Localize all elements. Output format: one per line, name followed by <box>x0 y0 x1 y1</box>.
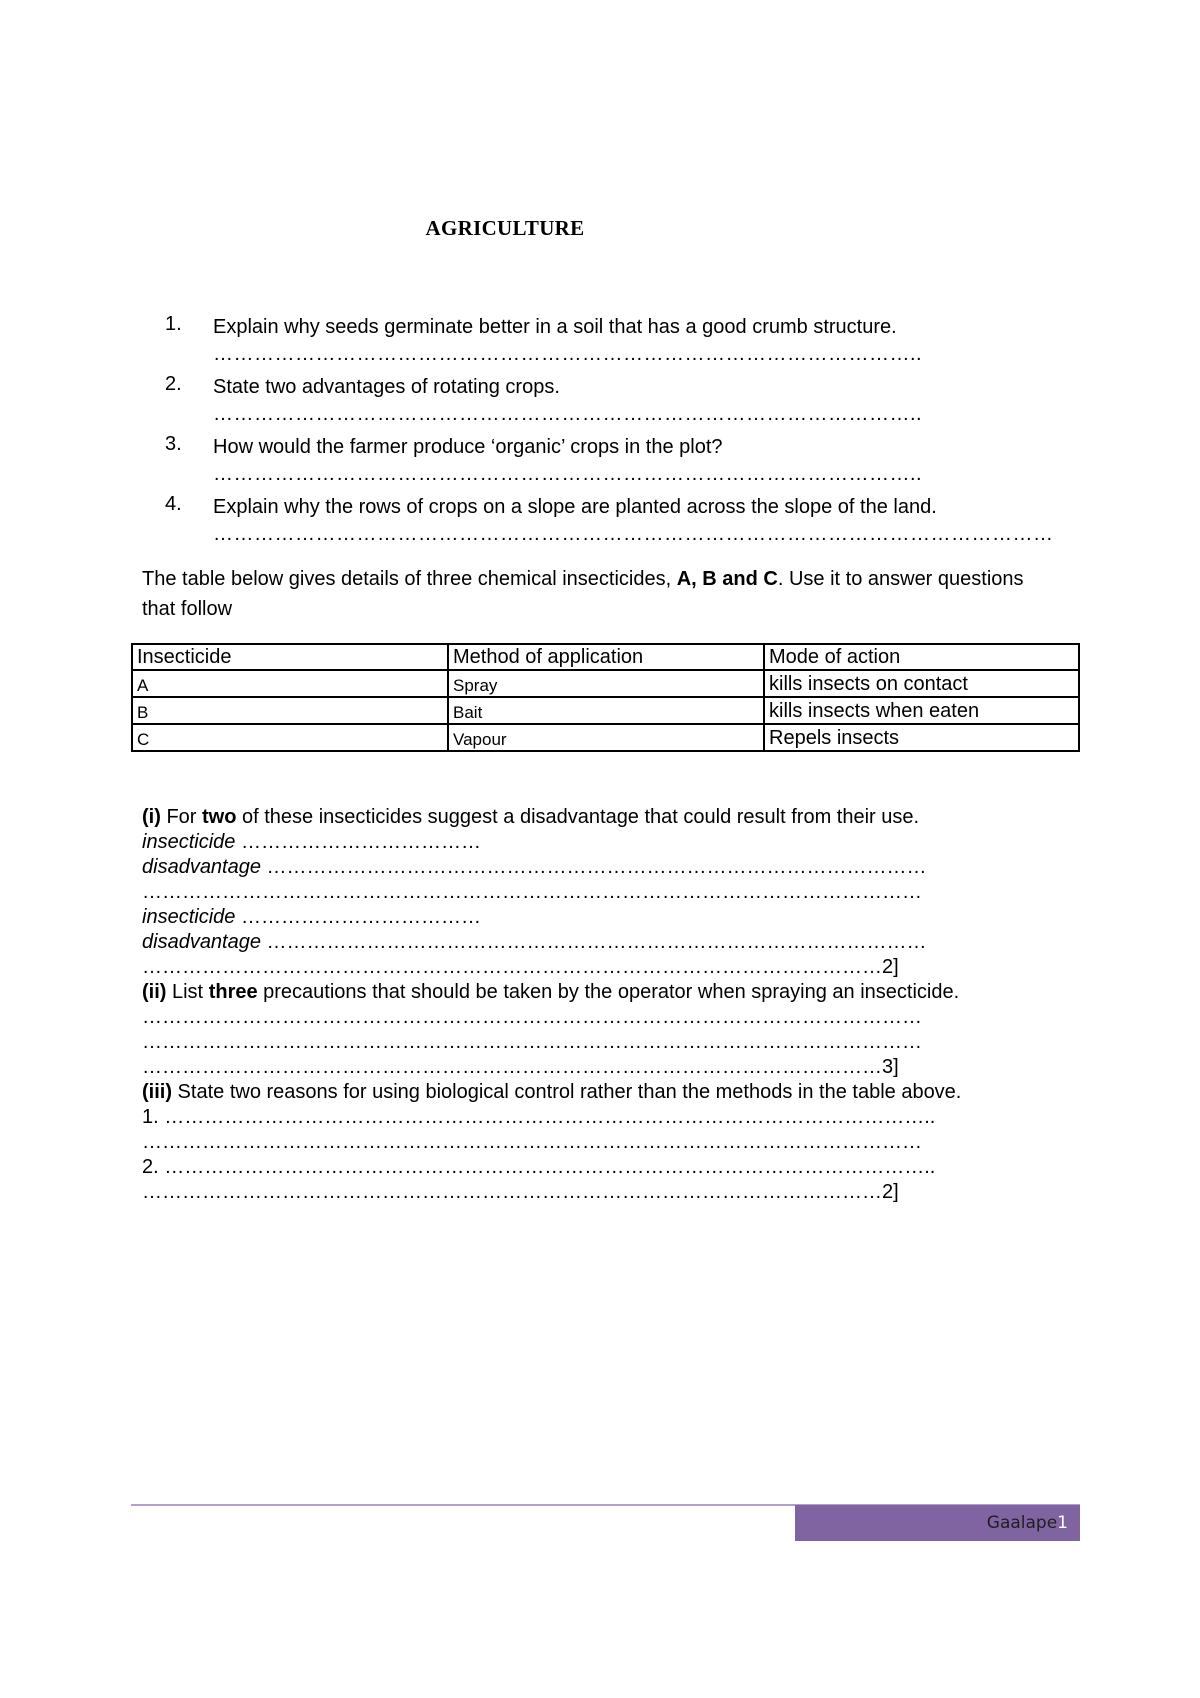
sub-text: State two reasons for using biological control rather than the methods in the table above. <box>172 1081 962 1103</box>
dots: ……………………………………………………………………………………… <box>260 856 927 878</box>
footer-box <box>795 1505 1080 1541</box>
sub-question-i <box>142 805 1072 830</box>
table-cell: Bait <box>448 697 764 724</box>
sub-bold: three <box>208 981 258 1003</box>
sub-label: (i) <box>142 806 161 828</box>
question-number: 4. <box>165 493 182 515</box>
answer-line: ………………………………………………………………………………………….. <box>213 343 923 365</box>
question-2 <box>165 373 1065 427</box>
dots: ……………………………………………………………………………………… <box>260 931 927 953</box>
sub-text: For <box>160 806 203 828</box>
table-cell: kills insects when eaten <box>764 697 1079 724</box>
answer-line: 1. …………………………………………………………………………………………………….. <box>142 1106 936 1128</box>
table-header-cell: Method of application <box>448 644 764 670</box>
dots: ……………………………… <box>235 831 481 853</box>
insecticide-table <box>131 643 1080 752</box>
sub-label: (iii) <box>142 1081 172 1103</box>
question-number: 1. <box>165 313 182 335</box>
table-cell: kills insects on contact <box>764 670 1079 697</box>
sub-questions <box>142 805 1072 1205</box>
question-number: 2. <box>165 373 182 395</box>
page-title: AGRICULTURE <box>425 216 585 240</box>
sub-text: precautions that should be taken by the operator when spraying an insecticide. <box>257 981 960 1003</box>
table-cell: B <box>132 697 448 724</box>
sub-question-ii <box>142 980 1072 1005</box>
question-text: How would the farmer produce ‘organic’ crops in the plot? <box>213 436 723 458</box>
intro-text-end: . Use it to answer questions that follow <box>142 568 1024 620</box>
table-cell: C <box>132 724 448 751</box>
question-number: 3. <box>165 433 182 455</box>
question-3 <box>165 433 1065 487</box>
question-4 <box>165 493 1065 547</box>
table-header-cell: Mode of action <box>764 644 1079 670</box>
intro-bold: A, B and C <box>676 568 778 590</box>
answer-line: ………………………………………………………………………………………….. <box>213 463 923 485</box>
answer-line: ……………………………………………………………………………………………………… <box>142 1131 922 1153</box>
table-cell: Spray <box>448 670 764 697</box>
page-number: 1 <box>1057 1513 1068 1533</box>
table-row <box>132 724 1079 751</box>
answer-line: ……………………………………………………………………………………………………… <box>142 1006 922 1028</box>
question-text: Explain why seeds germinate better in a soil that has a good crumb structure. <box>213 316 897 338</box>
table-row <box>132 697 1079 724</box>
answer-line: ……………………………………………………………………………………………………… <box>142 881 922 903</box>
answer-line <box>142 905 1072 930</box>
answer-line <box>142 930 1072 955</box>
intro-text: The table below gives details of three chemical insecticides, <box>142 568 677 590</box>
table-intro <box>142 564 1042 624</box>
answer-line <box>142 830 1072 855</box>
answer-line: …………………………………………………………………………………………………3] <box>142 1056 899 1078</box>
question-text: State two advantages of rotating crops. <box>213 376 560 398</box>
table-cell: Repels insects <box>764 724 1079 751</box>
footer-name: Gaalape <box>986 1513 1058 1533</box>
sub-bold: two <box>202 806 237 828</box>
sub-text: List <box>166 981 209 1003</box>
table-row <box>132 670 1079 697</box>
sub-question-iii <box>142 1080 1072 1105</box>
question-list <box>165 313 1065 553</box>
table-header-row <box>132 644 1079 670</box>
question-1 <box>165 313 1065 367</box>
disadvantage-label: disadvantage <box>142 856 261 878</box>
sub-label: (ii) <box>142 981 167 1003</box>
answer-line: …………………………………………………………………………………………………………… <box>213 523 1054 545</box>
disadvantage-label: disadvantage <box>142 931 261 953</box>
answer-line: …………………………………………………………………………………………………2] <box>142 1181 899 1203</box>
insecticide-label: insecticide <box>142 906 236 928</box>
answer-line <box>142 855 1072 880</box>
insecticide-label: insecticide <box>142 831 236 853</box>
answer-line: ………………………………………………………………………………………….. <box>213 403 923 425</box>
table-cell: A <box>132 670 448 697</box>
sub-text: of these insecticides suggest a disadvantage that could result from their use. <box>236 806 920 828</box>
answer-line: 2. …………………………………………………………………………………………………….. <box>142 1156 936 1178</box>
answer-line: ……………………………………………………………………………………………………… <box>142 1031 922 1053</box>
dots: ……………………………… <box>235 906 481 928</box>
table-header-cell: Insecticide <box>132 644 448 670</box>
answer-line: …………………………………………………………………………………………………2] <box>142 956 899 978</box>
question-text: Explain why the rows of crops on a slope are planted across the slope of the land. <box>213 496 937 518</box>
table-cell: Vapour <box>448 724 764 751</box>
